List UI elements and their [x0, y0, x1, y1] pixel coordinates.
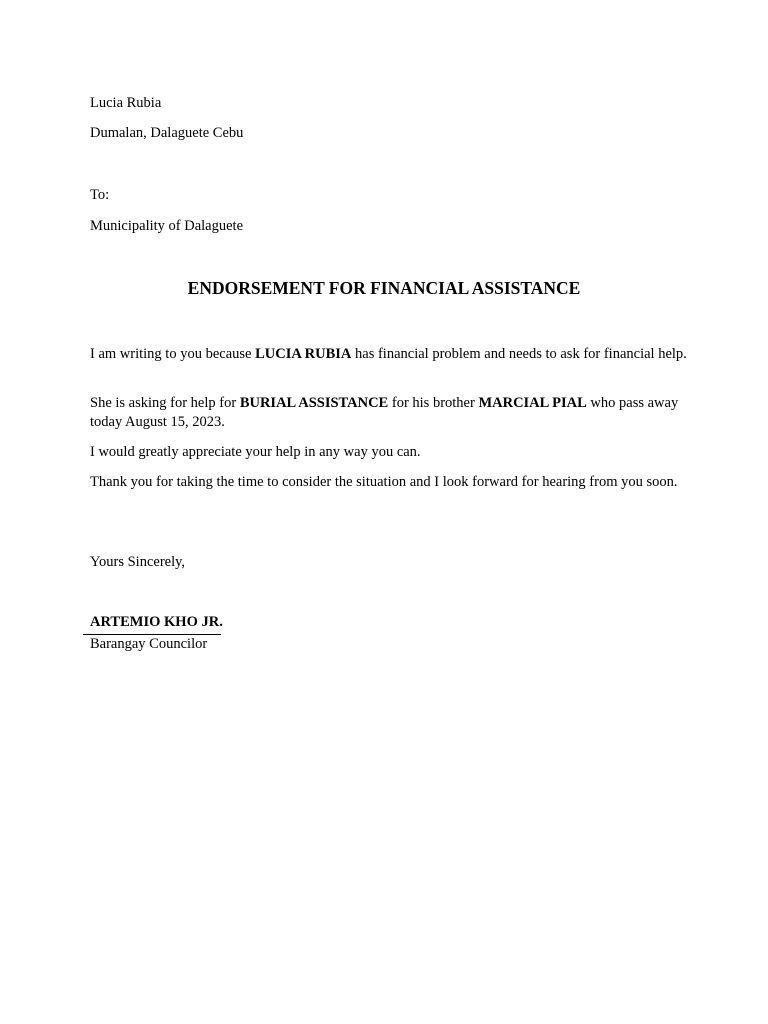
sender-name: Lucia Rubia — [90, 95, 162, 111]
p1-text-after: has financial problem and needs to ask for financial help. — [351, 346, 687, 362]
p2-bold-assistance: BURIAL ASSISTANCE — [239, 395, 389, 411]
p2-text-middle: for his brother — [388, 395, 479, 411]
p2-bold-brother: MARCIAL PIAL — [478, 395, 587, 411]
signatory-position: Barangay Councilor — [90, 636, 208, 652]
body-paragraph-3: I would greatly appreciate your help in any way you can. — [90, 444, 421, 460]
p1-text-before: I am writing to you because — [90, 346, 256, 362]
body-paragraph-2 — [90, 394, 690, 431]
letter-title: ENDORSEMENT FOR FINANCIAL ASSISTANCE — [187, 278, 581, 298]
p2-text-before: She is asking for help for — [90, 395, 240, 411]
body-paragraph-4: Thank you for taking the time to consider the situation and I look forward for hearing from you soon. — [90, 474, 678, 490]
recipient-label: To: — [90, 187, 110, 203]
body-paragraph-1 — [90, 345, 690, 364]
closing: Yours Sincerely, — [90, 554, 186, 570]
signatory-name: ARTEMIO KHO JR. — [90, 614, 223, 630]
p1-bold-name: LUCIA RUBIA — [255, 346, 352, 362]
sender-address: Dumalan, Dalaguete Cebu — [90, 125, 244, 141]
p2-text-after: who pass away today August 15, 2023. — [90, 395, 679, 430]
recipient-name: Municipality of Dalaguete — [90, 218, 244, 234]
